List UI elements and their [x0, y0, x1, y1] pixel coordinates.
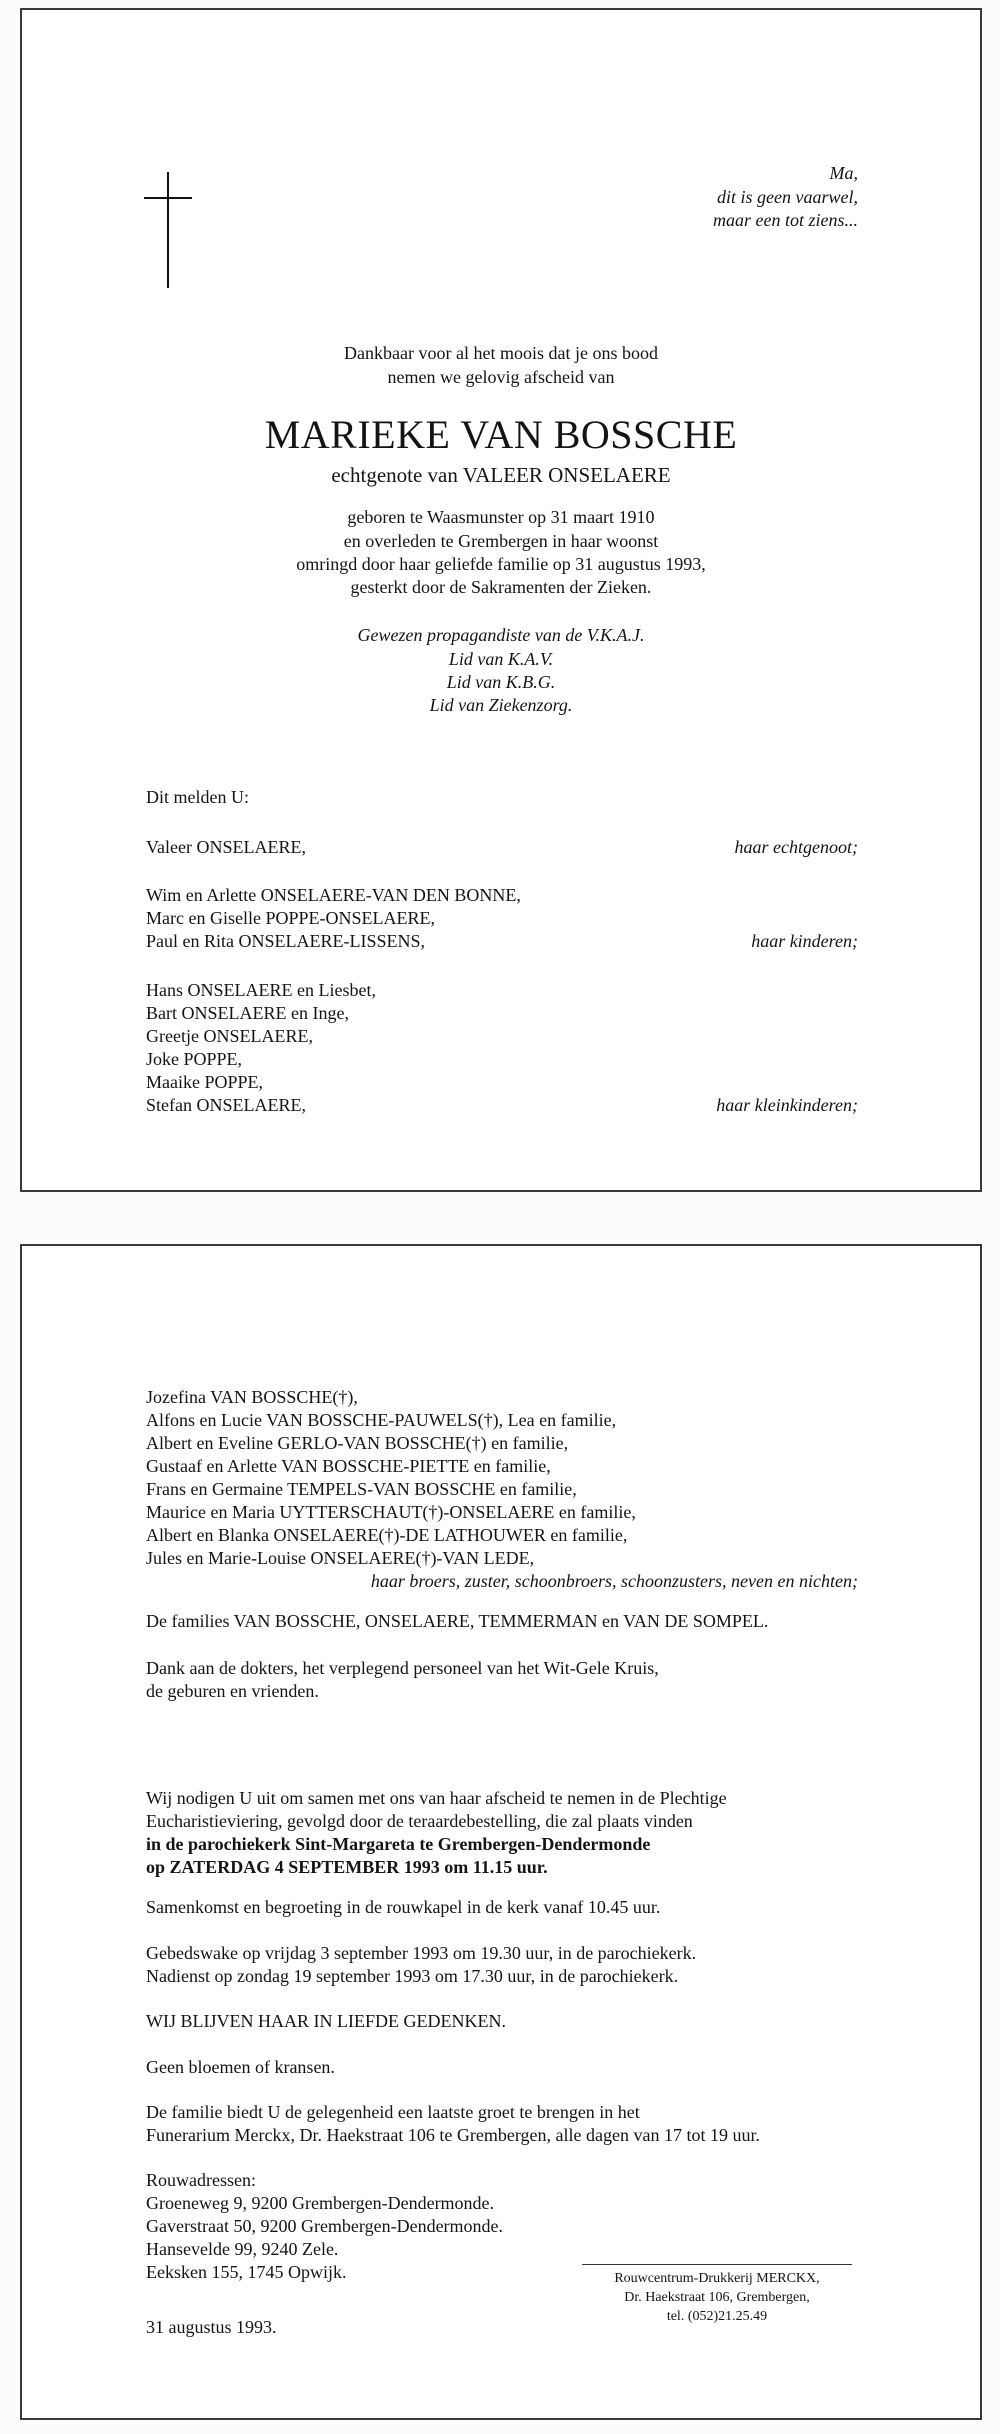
church-line: in de parochiekerk Sint-Margareta te Grembergen-Dendermonde [146, 1834, 651, 1854]
siblings-role: haar broers, zuster, schoonbroers, schoonzusters, neven en nichten; [370, 1571, 858, 1591]
invitation-line-1: Wij nodigen U uit om samen met ons van haar afscheid te nemen in de Plechtige [146, 1788, 727, 1808]
motto-line-1: Ma, [829, 163, 858, 183]
child-line-2: Marc en Giselle POPPE-ONSELAERE, [146, 908, 435, 928]
gathering-line: Samenkomst en begroeting in de rouwkapel in de kerk vanaf 10.45 uur. [146, 1897, 661, 1917]
memorial-card-back [20, 1244, 982, 2420]
grandchild-line-1: Hans ONSELAERE en Liesbet, [146, 980, 376, 1000]
sibling-line-1: Jozefina VAN BOSSCHE(†), [146, 1387, 358, 1407]
spouse-line: echtgenote van VALEER ONSELAERE [331, 463, 671, 487]
vigil-line-2: Nadienst op zondag 19 september 1993 om 17.30 uur, in de parochiekerk. [146, 1966, 679, 1986]
husband-name: Valeer ONSELAERE, [146, 837, 306, 857]
funerarium-line-1: De familie biedt U de gelegenheid een laatste groet te brengen in het [146, 2102, 640, 2122]
thanks-line-2: de geburen en vrienden. [146, 1681, 319, 1701]
child-line-3: Paul en Rita ONSELAERE-LISSENS, [146, 931, 425, 951]
printer-line-2: Dr. Haekstraat 106, Grembergen, [624, 2290, 810, 2305]
announce-text: Dit melden U: [146, 787, 249, 807]
bio-line-2: en overleden te Grembergen in haar woonst [343, 531, 659, 551]
families-line: De families VAN BOSSCHE, ONSELAERE, TEMMERMAN en VAN DE SOMPEL. [146, 1611, 769, 1631]
child-line-1: Wim en Arlette ONSELAERE-VAN DEN BONNE, [146, 885, 521, 905]
address-line-1: Groeneweg 9, 9200 Grembergen-Dendermonde. [146, 2193, 495, 2213]
funerarium-line-2: Funerarium Merckx, Dr. Haekstraat 106 te Grembergen, alle dagen van 17 tot 19 uur. [146, 2125, 760, 2145]
printer-line-1: Rouwcentrum-Drukkerij MERCKX, [614, 2271, 820, 2286]
grandchild-line-5: Maaike POPPE, [146, 1072, 263, 1092]
address-line-4: Eeksken 155, 1745 Opwijk. [146, 2262, 347, 2282]
invitation-line-2: Eucharistieviering, gevolgd door de teraardebestelling, die zal plaats vinden [146, 1811, 693, 1831]
bio-line-4: gesterkt door de Sakramenten der Zieken. [350, 577, 652, 597]
sibling-line-8: Jules en Marie-Louise ONSELAERE(†)-VAN LEDE, [146, 1548, 535, 1568]
intro-line-1: Dankbaar voor al het moois dat je ons bood [344, 343, 658, 363]
address-line-2: Gaverstraat 50, 9200 Grembergen-Dendermonde. [146, 2216, 504, 2236]
memorial-card-front [20, 8, 982, 1192]
sibling-line-6: Maurice en Maria UYTTERSCHAUT(†)-ONSELAERE en familie, [146, 1502, 636, 1522]
children-role: haar kinderen; [751, 931, 858, 951]
grandchild-line-3: Greetje ONSELAERE, [146, 1026, 313, 1046]
sibling-line-7: Albert en Blanka ONSELAERE(†)-DE LATHOUWER en familie, [146, 1525, 628, 1545]
address-line-3: Hansevelde 99, 9240 Zele. [146, 2239, 339, 2259]
sibling-line-2: Alfons en Lucie VAN BOSSCHE-PAUWELS(†), Lea en familie, [146, 1410, 617, 1430]
bio-line-1: geboren te Waasmunster op 31 maart 1910 [347, 507, 655, 527]
role-line-2: Lid van K.A.V. [448, 649, 554, 669]
printer-line-3: tel. (052)21.25.49 [666, 2309, 768, 2324]
service-date-line: op ZATERDAG 4 SEPTEMBER 1993 om 11.15 uur. [146, 1857, 548, 1877]
intro-line-2: nemen we gelovig afscheid van [387, 367, 615, 387]
grandchild-line-2: Bart ONSELAERE en Inge, [146, 1003, 349, 1023]
vigil-line-1: Gebedswake op vrijdag 3 september 1993 om 19.30 uur, in de parochiekerk. [146, 1943, 697, 1963]
addresses-label: Rouwadressen: [146, 2170, 256, 2190]
sibling-line-4: Gustaaf en Arlette VAN BOSSCHE-PIETTE en familie, [146, 1456, 551, 1476]
bio-line-3: omringd door haar geliefde familie op 31 augustus 1993, [296, 554, 706, 574]
sibling-line-5: Frans en Germaine TEMPELS-VAN BOSSCHE en familie, [146, 1479, 577, 1499]
deceased-name: MARIEKE VAN BOSSCHE [264, 412, 738, 457]
grandchildren-role: haar kleinkinderen; [716, 1095, 858, 1115]
grandchild-line-6: Stefan ONSELAERE, [146, 1095, 306, 1115]
printer-rule [582, 2264, 852, 2265]
husband-role: haar echtgenoot; [734, 837, 858, 857]
remember-line: WIJ BLIJVEN HAAR IN LIEFDE GEDENKEN. [146, 2011, 506, 2031]
motto-line-2: dit is geen vaarwel, [717, 187, 858, 207]
role-line-4: Lid van Ziekenzorg. [429, 695, 573, 715]
motto-line-3: maar een tot ziens... [713, 210, 858, 230]
grandchild-line-4: Joke POPPE, [146, 1049, 243, 1069]
no-flowers-line: Geen bloemen of kransen. [146, 2057, 335, 2077]
role-line-3: Lid van K.B.G. [446, 672, 556, 692]
thanks-line-1: Dank aan de dokters, het verplegend personeel van het Wit-Gele Kruis, [146, 1658, 659, 1678]
cross-icon [140, 170, 196, 290]
sibling-line-3: Albert en Eveline GERLO-VAN BOSSCHE(†) en familie, [146, 1433, 569, 1453]
card-date: 31 augustus 1993. [146, 2317, 277, 2337]
role-line-1: Gewezen propagandiste van de V.K.A.J. [357, 625, 645, 645]
